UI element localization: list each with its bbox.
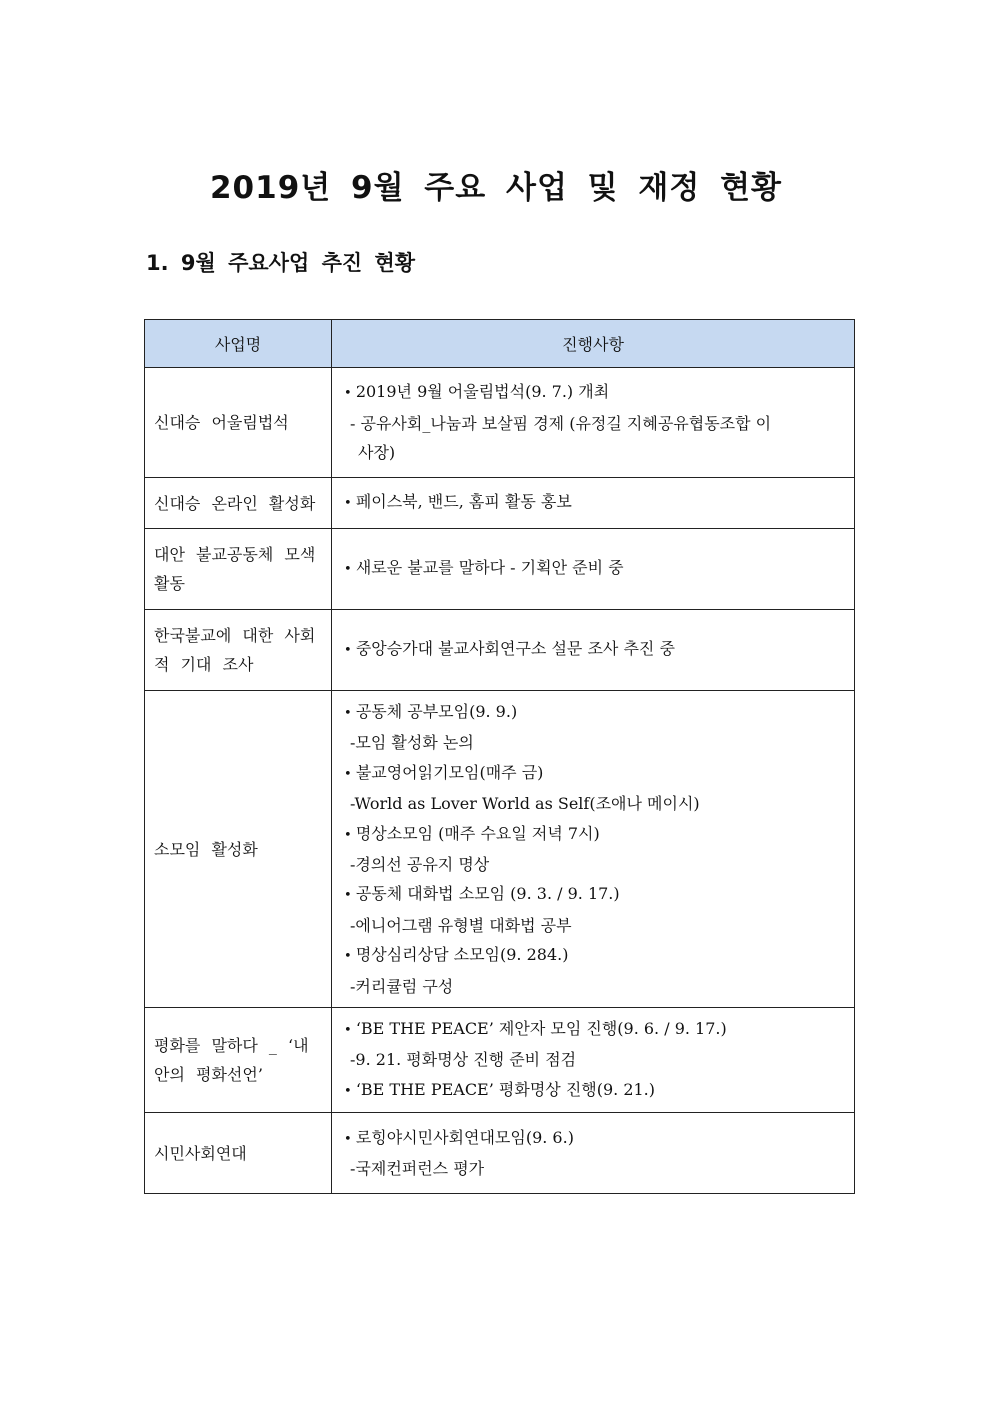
progress-item: • 2019년 9월 어울림법석(9. 7.) 개최: [344, 377, 844, 408]
progress-item: • 공동체 대화법 소모임 (9. 3. / 9. 17.): [344, 879, 844, 910]
business-name-cell: 대안 불교공동체 모색 활동: [145, 529, 332, 610]
progress-item: • ‘BE THE PEACE’ 제안자 모임 진행(9. 6. / 9. 17.): [344, 1014, 844, 1045]
progress-item: • 불교영어읽기모임(매주 금): [344, 758, 844, 789]
table-row: [145, 691, 855, 1008]
progress-item: • 페이스북, 밴드, 홈피 활동 홍보: [344, 487, 844, 518]
progress-cell: [332, 1113, 855, 1194]
progress-item: • 로힝야시민사회연대모임(9. 6.): [344, 1123, 844, 1154]
progress-subitem: -에니어그램 유형별 대화법 공부: [350, 915, 572, 935]
progress-cell: [332, 478, 855, 529]
progress-cell: [332, 1008, 855, 1113]
business-name-cell: 소모임 활성화: [145, 691, 332, 1008]
table-row: [145, 1008, 855, 1113]
progress-subitem: -World as Lover World as Self(조애나 메이시): [350, 794, 700, 814]
business-status-table: [144, 319, 855, 1194]
progress-cell: [332, 368, 855, 478]
progress-subitem: - 공유사회_나눔과 보살핌 경제 (유정길 지혜공유협동조합 이: [350, 413, 772, 433]
table-row: [145, 1113, 855, 1194]
progress-subitem: -커리큘럼 구성: [350, 976, 454, 996]
table-row: [145, 368, 855, 478]
progress-item: • 중앙승가대 불교사회연구소 설문 조사 추진 중: [344, 634, 844, 665]
table-row: [145, 529, 855, 610]
progress-subitem: -국제컨퍼런스 평가: [350, 1159, 485, 1179]
table-row: [145, 478, 855, 529]
progress-item: • ‘BE THE PEACE’ 평화명상 진행(9. 21.): [344, 1075, 844, 1106]
table-header-row: [145, 320, 855, 368]
document-title: 2019년 9월 주요 사업 및 재정 현황: [209, 170, 782, 206]
business-name-cell: 신대승 어울림법석: [145, 368, 332, 478]
progress-subitem: -9. 21. 평화명상 진행 준비 점검: [350, 1050, 577, 1070]
section-heading: 1. 9월 주요사업 추진 현황: [146, 251, 416, 275]
progress-cell: [332, 610, 855, 691]
header-progress: 진행사항: [332, 320, 855, 368]
progress-item: • 새로운 불교를 말하다 - 기획안 준비 중: [344, 553, 844, 584]
progress-subitem: 사장): [358, 443, 396, 463]
business-name-cell: 평화를 말하다 _ ‘내안의 평화선언’: [145, 1008, 332, 1113]
progress-subitem: -경의선 공유지 명상: [350, 855, 490, 875]
progress-item: • 명상소모임 (매주 수요일 저녁 7시): [344, 819, 844, 850]
table-row: [145, 610, 855, 691]
business-name-cell: 신대승 온라인 활성화: [145, 478, 332, 529]
business-name-cell: 시민사회연대: [145, 1113, 332, 1194]
progress-item: • 명상심리상담 소모임(9. 284.): [344, 940, 844, 971]
progress-item: • 공동체 공부모임(9. 9.): [344, 697, 844, 728]
header-business-name: 사업명: [145, 320, 332, 368]
business-name-cell: 한국불교에 대한 사회적 기대 조사: [145, 610, 332, 691]
progress-cell: [332, 529, 855, 610]
progress-subitem: -모임 활성화 논의: [350, 733, 474, 753]
progress-cell: [332, 691, 855, 1008]
